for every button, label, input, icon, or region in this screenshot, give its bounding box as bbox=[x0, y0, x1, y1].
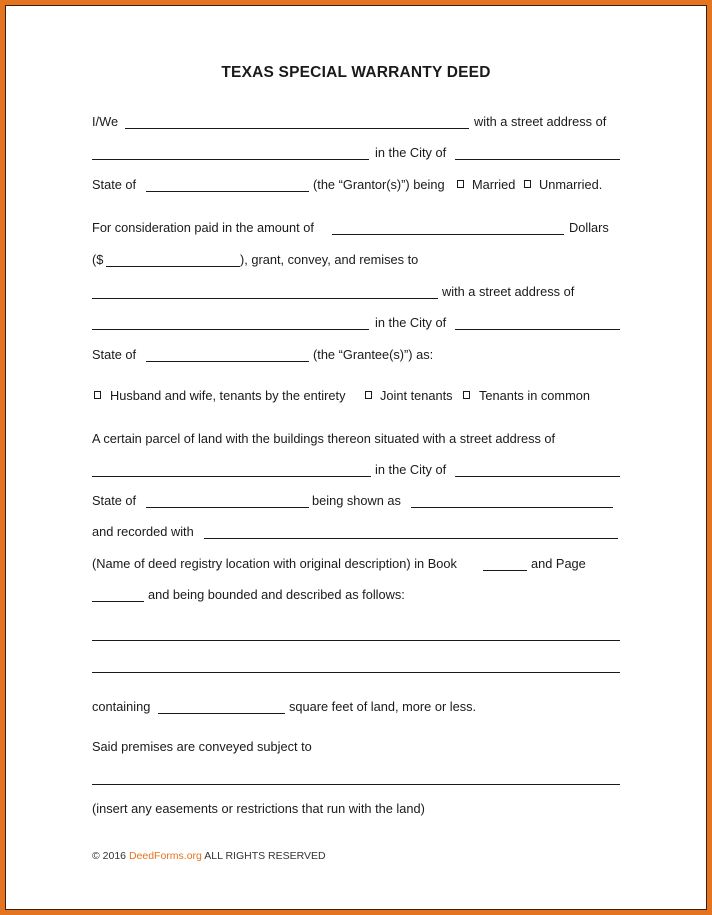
unmarried-label: Unmarried. bbox=[539, 177, 603, 192]
parcel-state-label: State of bbox=[92, 493, 137, 508]
grantor-name-field[interactable] bbox=[125, 128, 469, 129]
registry-label: (Name of deed registry location with original description) in Book bbox=[92, 556, 457, 571]
registry-row bbox=[92, 555, 620, 573]
grantee-city-row bbox=[92, 314, 620, 332]
recorded-with-field[interactable] bbox=[204, 538, 618, 539]
grantee-city-field[interactable] bbox=[455, 329, 620, 330]
parcel-state-field[interactable] bbox=[146, 507, 309, 508]
tenants-common-checkbox[interactable] bbox=[463, 391, 470, 399]
grantor-city-field[interactable] bbox=[455, 159, 620, 160]
easements-note-row bbox=[92, 800, 620, 818]
easements-note: (insert any easements or restrictions that run with the land) bbox=[92, 801, 425, 816]
dollar-open-label: ($ bbox=[92, 252, 104, 267]
grantee-address-label: with a street address of bbox=[442, 284, 575, 299]
footer-rights: ALL RIGHTS RESERVED bbox=[204, 850, 326, 862]
parcel-street-field[interactable] bbox=[92, 476, 371, 477]
shown-as-field[interactable] bbox=[411, 507, 613, 508]
grantor-name-row bbox=[92, 113, 620, 131]
description-line-1[interactable] bbox=[92, 640, 620, 641]
dollar-amount-row bbox=[92, 251, 620, 269]
parcel-state-row bbox=[92, 492, 620, 510]
bounded-label: and being bounded and described as follows: bbox=[148, 587, 405, 602]
parcel-city-row bbox=[92, 461, 620, 479]
unmarried-checkbox[interactable] bbox=[524, 180, 531, 188]
tenants-common-label: Tenants in common bbox=[479, 388, 590, 403]
shown-as-label: being shown as bbox=[312, 493, 401, 508]
consideration-label: For consideration paid in the amount of bbox=[92, 220, 314, 235]
joint-tenants-label: Joint tenants bbox=[380, 388, 453, 403]
grantor-state-row bbox=[92, 176, 620, 194]
footer-brand[interactable]: DeedForms.org bbox=[128, 850, 202, 862]
grantor-prefix: I/We bbox=[92, 114, 119, 129]
joint-tenants-checkbox[interactable] bbox=[365, 391, 372, 399]
grantee-state-label: State of bbox=[92, 347, 137, 362]
dollar-amount-field[interactable] bbox=[106, 266, 240, 267]
consideration-row bbox=[92, 219, 620, 237]
recorded-with-row bbox=[92, 523, 620, 541]
parcel-city-label: in the City of bbox=[375, 462, 447, 477]
grantee-as-label: (the “Grantee(s)”) as: bbox=[313, 347, 434, 362]
dollars-label: Dollars bbox=[569, 220, 609, 235]
page-label: and Page bbox=[531, 556, 586, 571]
recorded-with-label: and recorded with bbox=[92, 524, 194, 539]
consideration-amount-field[interactable] bbox=[332, 234, 564, 235]
grantee-state-row bbox=[92, 346, 620, 364]
tenancy-row bbox=[92, 387, 620, 405]
parcel-intro-label: A certain parcel of land with the buildings thereon situated with a street address of bbox=[92, 431, 556, 446]
grantor-being-label: (the “Grantor(s)”) being bbox=[313, 177, 445, 192]
subject-to-label: Said premises are conveyed subject to bbox=[92, 739, 312, 754]
grantor-city-row bbox=[92, 144, 620, 162]
grantee-state-field[interactable] bbox=[146, 361, 309, 362]
grantee-name-row bbox=[92, 283, 620, 301]
square-feet-field[interactable] bbox=[158, 713, 285, 714]
page-number-field[interactable] bbox=[92, 601, 144, 602]
grantor-address-label: with a street address of bbox=[474, 114, 607, 129]
tenants-entirety-checkbox[interactable] bbox=[94, 391, 101, 399]
grant-convey-label: ), grant, convey, and remises to bbox=[240, 252, 419, 267]
grantor-state-label: State of bbox=[92, 177, 137, 192]
grantee-street-field[interactable] bbox=[92, 329, 369, 330]
grantor-street-field[interactable] bbox=[92, 159, 369, 160]
description-line-2[interactable] bbox=[92, 672, 620, 673]
grantee-name-field[interactable] bbox=[92, 298, 438, 299]
married-checkbox[interactable] bbox=[457, 180, 464, 188]
grantee-city-label: in the City of bbox=[375, 315, 447, 330]
containing-label: containing bbox=[92, 699, 151, 714]
footer bbox=[92, 850, 326, 862]
footer-copyright: © 2016 bbox=[92, 850, 127, 862]
book-field[interactable] bbox=[483, 570, 527, 571]
grantor-state-field[interactable] bbox=[146, 191, 309, 192]
grantor-city-label: in the City of bbox=[375, 145, 447, 160]
square-feet-label: square feet of land, more or less. bbox=[289, 699, 477, 714]
easements-field[interactable] bbox=[92, 784, 620, 785]
married-label: Married bbox=[472, 177, 516, 192]
document-title: TEXAS SPECIAL WARRANTY DEED bbox=[221, 64, 491, 81]
parcel-intro-row bbox=[92, 430, 620, 448]
subject-to-row bbox=[92, 738, 620, 756]
parcel-city-field[interactable] bbox=[455, 476, 620, 477]
containing-row bbox=[92, 698, 620, 716]
tenants-entirety-label: Husband and wife, tenants by the entirety bbox=[110, 388, 346, 403]
bounded-row bbox=[92, 586, 620, 604]
